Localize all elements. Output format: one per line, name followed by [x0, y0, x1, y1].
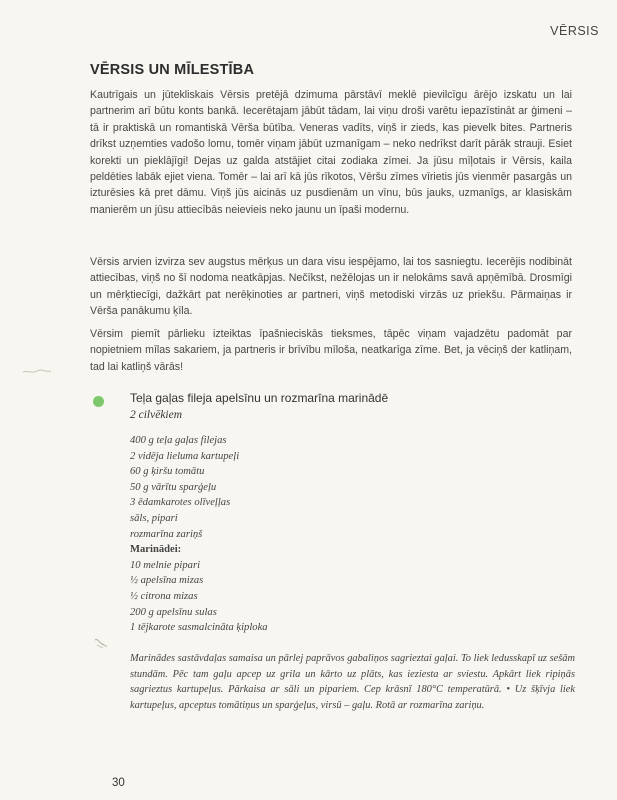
- recipe-method: Marinādes sastāvdaļas samaisa un pārlej paprāvos gabaliņos sagrieztai gaļai. To liek ledusskapī uz sešām stundām. Pēc tam gaļu apcep uz grila un kārto uz plāts, kas ieziesta ar sviestu. Apkārt liek ripiņās sagrieztus kartupeļus. Pārkaisa ar sāli un pipariem. Cep krāsnī 180°C temperatūrā. • Uz šķīvja liek kartupeļus, apceptus tomātiņus un sparģeļus, virsū – gaļu. Rotā ar rozmarīna zariņu.: [130, 653, 575, 711]
- recipe-title: Teļa gaļas fileja apelsīnu un rozmarīna marinādē: [130, 391, 389, 405]
- marinade-item: ½ citrona mizas: [130, 590, 198, 602]
- marinade-item: 200 g apelsīnu sulas: [130, 606, 217, 618]
- article-paragraph-2: Vērsis arvien izvirza sev augstus mērķus un dara visu iespējamo, lai tos sasniegtu. Iecerējis nodibināt attiecības, viņš no šī nodoma neatkāpjas. Nečīkst, nežēlojas un ir nelokāms savā apņēmībā. Drosmīgi un mērķtiecīgi, dažkārt pat nerēķinoties ar partneri, viņš metodiski virzās uz priekšu. Pārmaiņas ir Vērša panākumu ķīla.: [90, 256, 572, 318]
- pencil-mark-icon: [93, 637, 109, 649]
- article-paragraph-1: Kautrīgais un jūtekliskais Vērsis pretējā dzimuma pārstāvī meklē pievilcīgu ārējo izskatu un lai partnerim arī būtu konts bankā. Iecerētajam jābūt tādam, lai viņu droši varētu iepazīstināt ar ģimeni – tā ir praktiskā un romantiskā Vērša būtība. Veneras vadīts, viņš ir zieds, kas pievelk bites. Partneris drīkst uzņemties vadošo lomu, tomēr viņam jābūt uzmanīgam – neko nedrīkst darīt pārāk strauji. Esiet korekti un pieklājīgi! Dejas uz galda atstājiet citai zodiaka zīmei. Ja jūsu mīļotais ir Vērsis, kaila peldēties labāk ejiet viena. Tomēr – lai arī kā jūs rīkotos, Vēršu zīmes vīrietis jūs vienmēr pasargās un izturēsies kā pret dāmu. Viņš jūs aicinās uz pusdienām un vīnu, būs jauks, uzmanīgs, ar klasiskām manierēm un jūsu attiecībās neievieis neko jaunu un īpaši modernu.: [90, 89, 572, 216]
- recipe-servings: 2 cilvēkiem: [130, 409, 183, 421]
- ingredient-item: 50 g vārītu sparģeļu: [130, 481, 217, 493]
- pencil-mark-icon: [22, 368, 52, 376]
- article-paragraph-3: Vērsim piemīt pārlieku izteiktas īpašnieciskās tieksmes, tāpēc viņam vajadzētu padomāt par nopietniem mīlas sakariem, ja partneris ir brīvību mīloša, neatkarīga zīme. Bet, ja vēciņš der katliņam, tad lai katliņš vārās!: [90, 328, 572, 373]
- ingredient-list: [130, 433, 268, 636]
- ingredient-item: 3 ēdamkarotes olīveļļas: [130, 497, 231, 509]
- marinade-item: 1 tējkarote sasmalcināta ķiploka: [130, 622, 268, 634]
- marinade-item: 10 melnie pipari: [130, 559, 201, 571]
- running-header: VĒRSIS: [550, 24, 599, 38]
- ingredient-item: 2 vidēja lieluma kartupeļi: [130, 450, 240, 462]
- marinade-heading: Marinādei:: [130, 544, 182, 556]
- green-dot-icon: [93, 396, 104, 407]
- ingredient-item: 60 g ķiršu tomātu: [130, 466, 205, 478]
- ingredient-item: rozmarīna zariņš: [130, 528, 203, 540]
- marinade-item: ½ apelsīna mizas: [130, 575, 204, 587]
- ingredient-item: 400 g teļa gaļas filejas: [130, 435, 227, 446]
- page-number: 30: [112, 777, 125, 789]
- article-title: VĒRSIS UN MĪLESTĪBA: [90, 62, 255, 78]
- ingredient-item: sāls, pipari: [130, 512, 178, 524]
